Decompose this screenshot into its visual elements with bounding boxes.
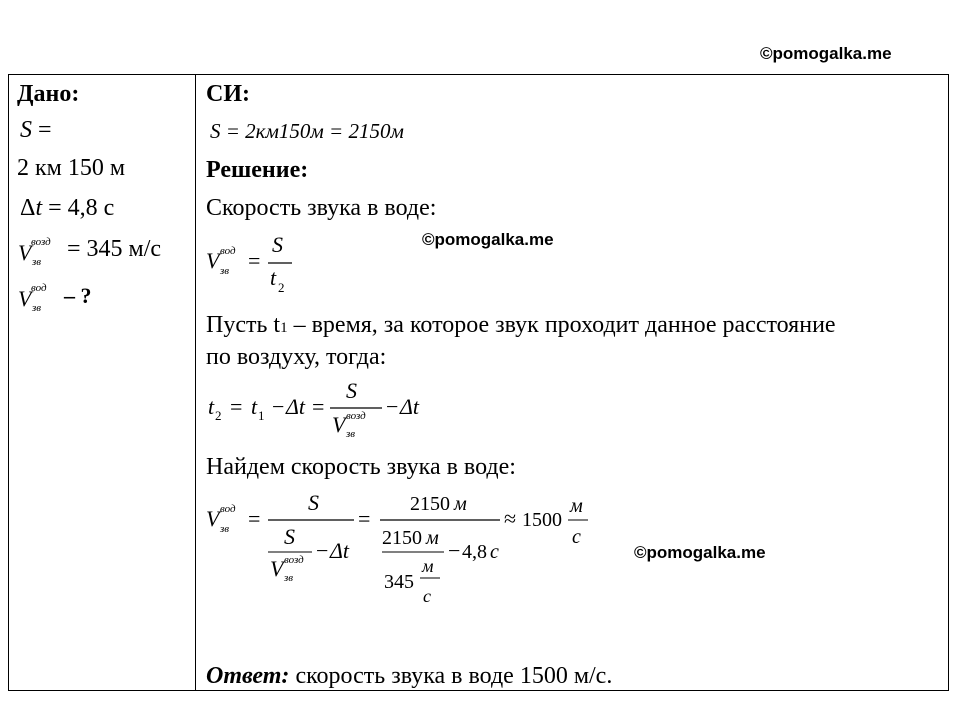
given-delta-t: Δt = 4,8 с	[20, 195, 115, 221]
formula-t2	[204, 374, 444, 444]
svg-text:зв: зв	[220, 265, 230, 277]
svg-text:2150: 2150	[410, 493, 450, 515]
solution-line1: Скорость звука в воде:	[206, 195, 437, 221]
sup-water: вод	[31, 282, 47, 294]
svg-text:t: t	[251, 394, 258, 419]
svg-text:345: 345	[384, 571, 414, 593]
solution-line4: Найдем скорость звука в воде:	[206, 454, 516, 480]
formula-speed-water	[204, 232, 304, 298]
si-conversion: S = 2км150м = 2150м	[210, 119, 404, 143]
svg-text:с: с	[423, 586, 431, 606]
v-air-value: = 345 м/с	[67, 236, 162, 262]
svg-text:с: с	[572, 526, 581, 548]
svg-text:−: −	[316, 538, 329, 563]
v-symbol: V	[18, 240, 32, 265]
svg-text:возд: возд	[284, 554, 304, 566]
svg-text:1500: 1500	[522, 509, 562, 531]
svg-text:=: =	[312, 394, 325, 419]
given-v-air	[14, 232, 194, 272]
svg-text:Δt: Δt	[400, 394, 420, 419]
svg-text:Δt: Δt	[286, 394, 306, 419]
solution-line2: Пусть t1 – время, за которое звук проходит данное расстояние	[206, 312, 836, 338]
svg-text:S: S	[308, 490, 319, 515]
si-header: СИ:	[206, 81, 250, 107]
question: – ?	[64, 283, 92, 308]
watermark: ©pomogalka.me	[422, 230, 554, 249]
svg-text:1: 1	[258, 408, 265, 423]
given-s-value: 2 км 150 м	[17, 155, 126, 181]
v-symbol: V	[18, 286, 32, 311]
svg-text:вод: вод	[220, 245, 236, 257]
svg-text:2150: 2150	[382, 527, 422, 549]
svg-text:S: S	[346, 378, 357, 403]
svg-text:с: с	[490, 541, 499, 563]
answer-text: скорость звука в воде 1500 м/с.	[289, 663, 613, 689]
solution-header: Решение:	[206, 157, 309, 183]
answer	[206, 664, 612, 688]
svg-text:зв: зв	[220, 523, 230, 535]
sub-sound: зв	[32, 302, 42, 314]
svg-text:м: м	[422, 556, 434, 576]
column-divider	[195, 74, 196, 691]
given-s-label: S =	[20, 117, 52, 143]
given-v-water	[14, 278, 134, 318]
watermark: ©pomogalka.me	[634, 543, 766, 562]
svg-text:Δt: Δt	[330, 538, 350, 563]
svg-text:4,8: 4,8	[462, 541, 487, 563]
solution-line3: по воздуху, тогда:	[206, 344, 387, 370]
svg-text:=: =	[230, 394, 243, 419]
svg-text:V: V	[206, 248, 220, 273]
svg-text:S: S	[284, 524, 295, 549]
svg-text:м: м	[570, 495, 583, 517]
sub-sound: зв	[32, 256, 42, 268]
svg-text:V: V	[206, 506, 220, 531]
svg-text:м: м	[454, 493, 467, 515]
svg-text:возд: возд	[346, 410, 366, 422]
svg-text:зв: зв	[284, 572, 294, 584]
svg-text:2: 2	[215, 408, 222, 423]
svg-text:вод: вод	[220, 503, 236, 515]
svg-text:=: =	[248, 506, 261, 531]
svg-text:−: −	[386, 394, 399, 419]
svg-text:м: м	[426, 527, 439, 549]
svg-text:S: S	[272, 232, 283, 257]
sup-air: возд	[31, 236, 51, 248]
svg-text:V: V	[270, 556, 284, 581]
svg-text:зв: зв	[346, 428, 356, 440]
watermark: ©pomogalka.me	[760, 44, 892, 63]
formula-final	[204, 486, 604, 616]
answer-label: Ответ:	[206, 663, 290, 689]
svg-text:≈: ≈	[504, 506, 517, 531]
svg-text:t: t	[208, 394, 215, 419]
svg-text:=: =	[248, 248, 261, 273]
svg-text:−: −	[272, 394, 285, 419]
svg-text:−: −	[448, 538, 461, 563]
svg-text:V: V	[332, 412, 346, 437]
given-header: Дано:	[17, 81, 80, 107]
svg-text:=: =	[358, 506, 371, 531]
svg-text:t: t	[270, 265, 277, 290]
svg-text:2: 2	[278, 280, 285, 295]
